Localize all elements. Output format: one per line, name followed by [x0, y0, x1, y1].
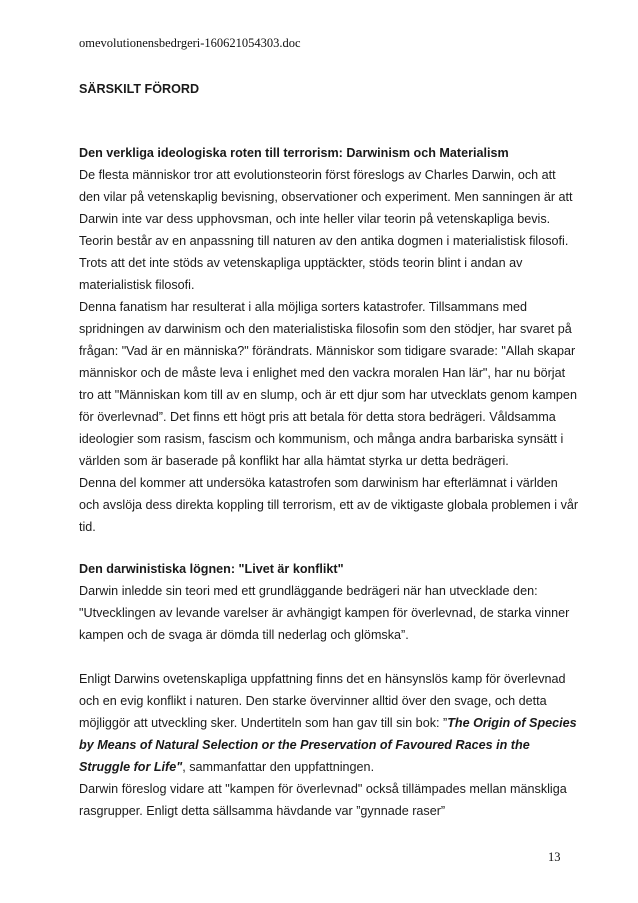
document-filename-header: omevolutionensbedrgeri-160621054303.doc — [79, 36, 301, 50]
paragraph: De flesta människor tror att evolutionsteorin först föreslogs av Charles Darwin, och att den vilar på vetenskaplig bevisning, observationer och experiment. Men sanningen är att Darwin inte var dess upphovsman, och inte heller vilar teorin på vetenskapliga bevis. Teorin består av en anpassning till naturen av den antika dogmen i materialistisk filosofi. Trots att det inte stöds av vetenskapliga upptäckter, stöds teorin blint i andan av materialistisk filosofi. — [79, 168, 573, 292]
paragraph: Darwin föreslog vidare att "kampen för överlevnad" också tillämpades mellan mänskliga rasgrupper. Enligt detta sällsamma hävdande var ”gynnade raser” — [79, 782, 567, 818]
preface-title: SÄRSKILT FÖRORD — [79, 82, 200, 96]
section-heading-roots-of-terrorism: Den verkliga ideologiska roten till terrorism: Darwinism och Materialism — [79, 146, 509, 160]
paragraph: Darwin inledde sin teori med ett grundläggande bedrägeri när han utvecklade den: "Utvecklingen av levande varelser är avhängigt kampen för överlevnad, de starka vinner kampen och de svaga är dömda till nederlag och glömska”. — [79, 584, 570, 642]
spacer — [79, 122, 579, 142]
paragraph: Denna fanatism har resulterat i alla möjliga sorters katastrofer. Tillsammans med spridningen av darwinism och den materialistiska filosofin som den stödjer, har svaret på frågan: "Vad är en människa?" förändrats. Människor som tidigare svarade: "Allah skapar människor och de måste leva i enlighet med den vackra moralen Han lär", har nu börjat tro att "Människan kom till av en slump, och är ett djur som har utvecklats genom kampen för överlevnad”. Det finns ett högt pris att betala för detta stora bedrägeri. Våldsamma ideologier som rasism, fascism och kommunism, och många andra barbariska synsätt i världen som är baserade på konflikt har alla hämtat styrka ur detta bedrägeri. — [79, 300, 577, 468]
spacer — [79, 646, 579, 668]
spacer — [79, 538, 579, 558]
paragraph-text: , sammanfattar den uppfattningen. — [182, 760, 375, 774]
page-number: 13 — [548, 850, 561, 864]
section-heading-darwinist-lie: Den darwinistiska lögnen: "Livet är konflikt" — [79, 562, 344, 576]
paragraph: Denna del kommer att undersöka katastrofen som darwinism har efterlämnat i världen och avslöja dess direkta koppling till terrorism, ett av de viktigaste globala problemen i vår tid. — [79, 476, 579, 534]
book-title: The Origin of Species by Means of Natural Selection or the Preservation of Favoured Races in the Struggle for Life" — [79, 716, 577, 774]
paragraph-text: Enligt Darwins ovetenskapliga uppfattning finns det en hänsynslös kamp för överlevnad och en evig konflikt i naturen. Den starke övervinner alltid över den svage, och detta möjliggör att utveckling sker. Undertiteln som han gav till sin bok: ” — [79, 672, 566, 730]
spacer — [79, 100, 579, 122]
document-body — [79, 78, 579, 822]
paragraph-book-title — [79, 668, 579, 778]
